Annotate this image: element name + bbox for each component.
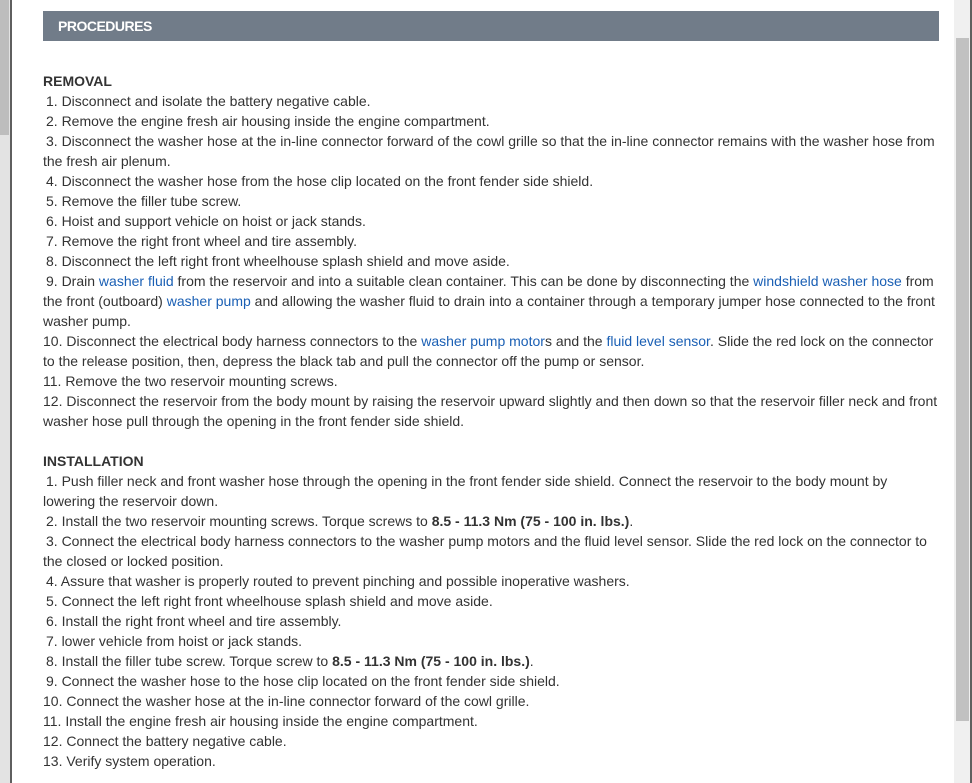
step-text: s and the (544, 333, 607, 349)
installation-step (43, 511, 938, 531)
installation-step: 5. Connect the left right front wheelhouse splash shield and move aside. (46, 593, 493, 609)
link-washer-pump-motor[interactable]: washer pump motor (421, 333, 545, 349)
installation-step: 13. Verify system operation. (43, 753, 216, 769)
step-text: 2. Install the two reservoir mounting screws. Torque screws to (46, 513, 432, 529)
link-fluid-level-sensor[interactable]: fluid level sensor (606, 333, 710, 349)
step-text: and allowing the washer fluid to drain into a container through a temporary jumper hose connected to the front washer pump. (43, 293, 935, 329)
installation-step: 11. Install the engine fresh air housing inside the engine compartment. (43, 713, 478, 729)
left-scrollbar-thumb[interactable] (0, 0, 9, 135)
removal-step: 12. Disconnect the reservoir from the body mount by raising the reservoir upward slightly and then down so that the reservoir filler neck and front washer hose pull through the opening in the front fender side shield. (43, 393, 938, 429)
step-text: . (629, 513, 634, 529)
step-text: from the front (outboard) (43, 273, 934, 309)
installation-step: 3. Connect the electrical body harness connectors to the washer pump motors and the fluid level sensor. Slide the red lock on the connector to the closed or locked position. (43, 533, 927, 569)
scrollbar[interactable] (954, 0, 970, 783)
removal-title: REMOVAL (43, 73, 112, 89)
installation-step (43, 651, 938, 671)
scrollbar-thumb[interactable] (956, 38, 969, 721)
left-scrollbar[interactable] (0, 0, 10, 783)
torque-spec: 8.5 - 11.3 Nm (75 - 100 in. lbs.) (332, 653, 530, 669)
removal-step: 7. Remove the right front wheel and tire assembly. (46, 233, 358, 249)
link-washer-fluid[interactable]: washer fluid (98, 273, 174, 289)
removal-step: 1. Disconnect and isolate the battery negative cable. (46, 93, 371, 109)
removal-step: 5. Remove the filler tube screw. (46, 193, 242, 209)
panel-border (10, 0, 12, 783)
installation-title: INSTALLATION (43, 453, 144, 469)
removal-step: 3. Disconnect the washer hose at the in-line connector forward of the cowl grille so that the in-line connector remains with the washer hose from the fresh air plenum. (43, 133, 935, 169)
removal-step: 6. Hoist and support vehicle on hoist or jack stands. (46, 213, 366, 229)
installation-step: 1. Push filler neck and front washer hose through the opening in the front fender side shield. Connect the reservoir to the body mount by lowering the reservoir down. (43, 473, 888, 509)
installation-step: 7. lower vehicle from hoist or jack stands. (46, 633, 302, 649)
removal-step: 2. Remove the engine fresh air housing inside the engine compartment. (46, 113, 490, 129)
installation-step: 10. Connect the washer hose at the in-line connector forward of the cowl grille. (43, 693, 530, 709)
step-text: . Slide the red lock on the connector to the release position, then, depress the black tab and pull the connector off the pump or sensor. (43, 333, 934, 369)
installation-step: 9. Connect the washer hose to the hose clip located on the front fender side shield. (46, 673, 560, 689)
removal-step: 11. Remove the two reservoir mounting screws. (43, 373, 338, 389)
removal-step: 4. Disconnect the washer hose from the hose clip located on the front fender side shield. (46, 173, 594, 189)
link-washer-pump[interactable]: washer pump (166, 293, 251, 309)
step-text: 8. Install the filler tube screw. Torque screw to (46, 653, 333, 669)
section-header: PROCEDURES (43, 11, 939, 41)
removal-step (43, 271, 938, 331)
link-windshield-washer-hose[interactable]: windshield washer hose (753, 273, 902, 289)
step-text: 10. Disconnect the electrical body harness connectors to the (43, 333, 422, 349)
step-text: . (529, 653, 534, 669)
removal-step: 8. Disconnect the left right front wheelhouse splash shield and move aside. (46, 253, 510, 269)
removal-step (43, 331, 938, 371)
procedure-content (43, 71, 938, 771)
step-text: from the reservoir and into a suitable clean container. This can be done by disconnecting the (173, 273, 754, 289)
installation-step: 12. Connect the battery negative cable. (43, 733, 287, 749)
installation-step: 6. Install the right front wheel and tire assembly. (46, 613, 342, 629)
torque-spec: 8.5 - 11.3 Nm (75 - 100 in. lbs.) (431, 513, 630, 529)
installation-step: 4. Assure that washer is properly routed to prevent pinching and possible inoperative washers. (46, 573, 630, 589)
step-text: 9. Drain (46, 273, 99, 289)
